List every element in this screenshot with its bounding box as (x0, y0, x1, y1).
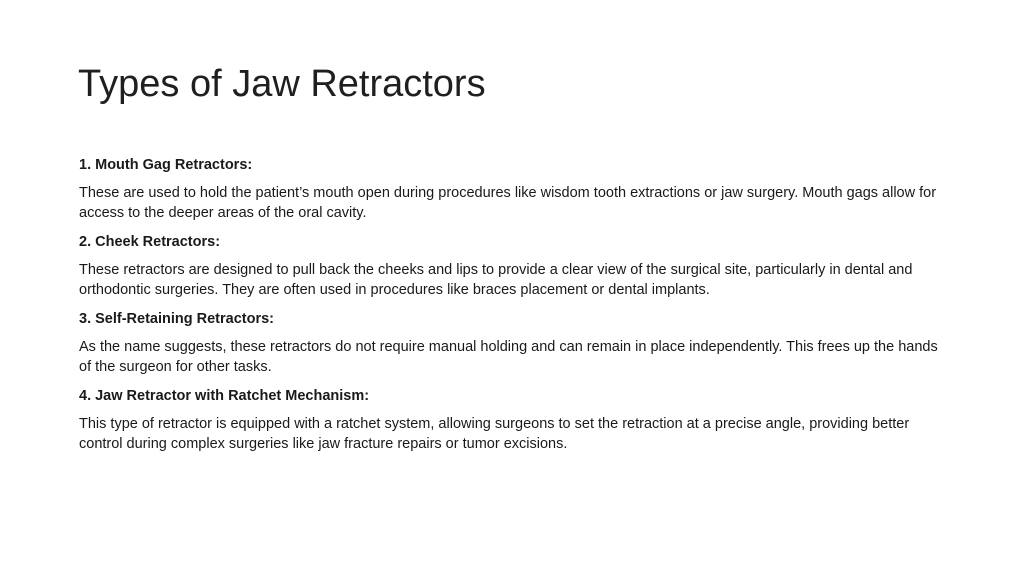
section-heading: 2. Cheek Retractors: (79, 234, 221, 250)
section-text: As the name suggests, these retractors do not require manual holding and can remain in place independently. This frees up the hands of the surgeon for other tasks. (79, 339, 938, 375)
section-heading: 4. Jaw Retractor with Ratchet Mechanism: (79, 388, 370, 404)
section-mouth-gag-retractors (79, 156, 949, 223)
slide-content (79, 156, 949, 464)
section-cheek-retractors (79, 233, 949, 300)
section-text: These are used to hold the patient’s mouth open during procedures like wisdom tooth extractions or jaw surgery. Mouth gags allow for access to the deeper areas of the oral cavity. (79, 185, 937, 221)
section-heading: 3. Self-Retaining Retractors: (79, 311, 274, 327)
section-ratchet-jaw-retractor (79, 387, 949, 454)
slide-title: Types of Jaw Retractors (78, 63, 486, 105)
section-text: This type of retractor is equipped with a ratchet system, allowing surgeons to set the retraction at a precise angle, providing better control during complex surgeries like jaw fracture repairs or tumor excisions. (79, 416, 910, 452)
section-heading: 1. Mouth Gag Retractors: (79, 157, 253, 173)
section-text: These retractors are designed to pull back the cheeks and lips to provide a clear view of the surgical site, particularly in dental and orthodontic surgeries. They are often used in procedures like braces placement or dental implants. (79, 262, 913, 298)
section-self-retaining-retractors (79, 310, 949, 377)
